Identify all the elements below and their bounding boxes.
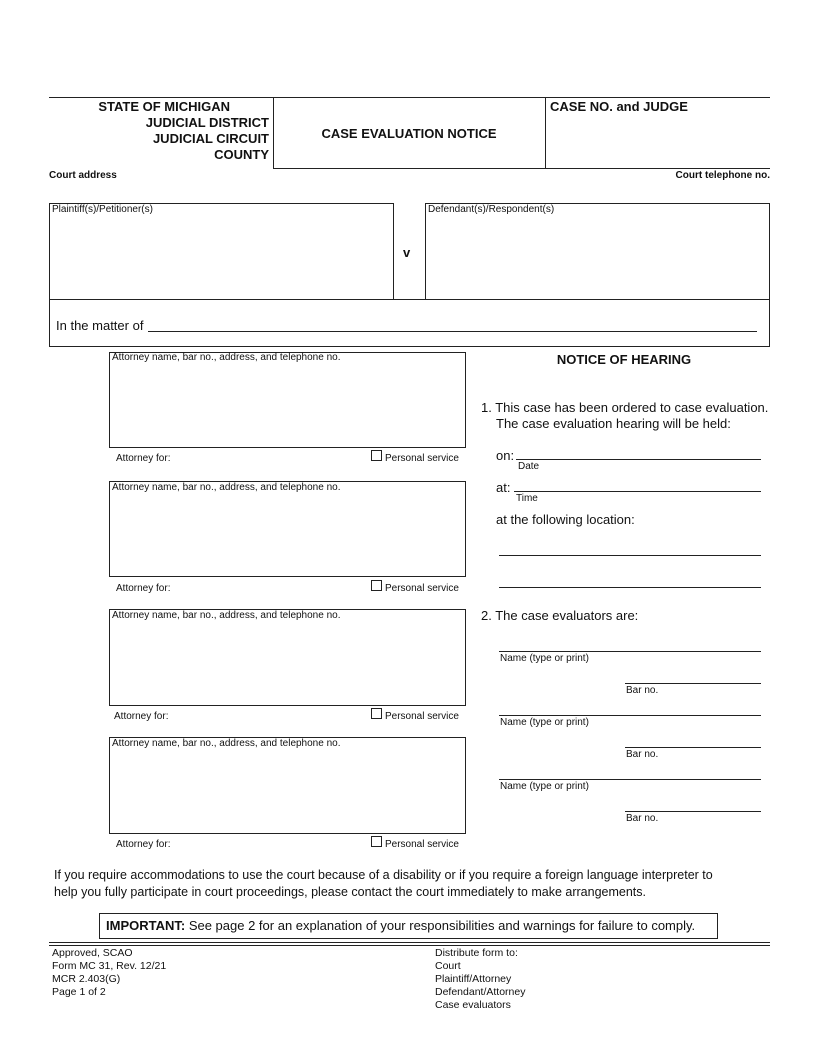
evaluator-name-label: Name (type or print)	[500, 717, 589, 728]
footer-rule-2	[49, 945, 770, 946]
accommodation-line-2: help you fully participate in court proceedings, please contact the court immediately to make arrangements.	[54, 885, 646, 899]
location-input-line-1[interactable]	[499, 555, 761, 556]
footer-approved: Approved, SCAO	[52, 947, 133, 959]
item2-label: 2. The case evaluators are:	[481, 608, 639, 623]
location-label: at the following location:	[496, 512, 635, 527]
attorney-box-label: Attorney name, bar no., address, and telephone no.	[112, 352, 341, 363]
plaintiff-box[interactable]	[49, 203, 394, 300]
item1-line1: 1. This case has been ordered to case evaluation.	[481, 400, 769, 415]
header-bottom-rule	[273, 168, 770, 169]
personal-service-checkbox[interactable]	[371, 450, 382, 461]
notice-heading: NOTICE OF HEARING	[556, 352, 692, 367]
important-message: See page 2 for an explanation of your responsibilities and warnings for failure to comply.	[185, 918, 696, 933]
evaluator-name-label: Name (type or print)	[500, 781, 589, 792]
district-label: JUDICIAL DISTRICT	[145, 115, 269, 130]
location-input-line-2[interactable]	[499, 587, 761, 588]
footer-rule-ref: MCR 2.403(G)	[52, 973, 121, 985]
attorney-box-label: Attorney name, bar no., address, and telephone no.	[112, 610, 341, 621]
personal-service-label: Personal service	[385, 453, 459, 464]
accommodation-line-1: If you require accommodations to use the court because of a disability or if you require a foreign language interpreter to	[54, 868, 713, 882]
footer-form-no: Form MC 31, Rev. 12/21	[52, 960, 167, 972]
evaluator-bar-label: Bar no.	[626, 749, 659, 760]
footer-right	[435, 947, 525, 1012]
important-text	[106, 918, 695, 933]
at-label: at:	[496, 480, 511, 495]
circuit-label: JUDICIAL CIRCUIT	[152, 131, 269, 146]
header-divider-2	[545, 97, 546, 169]
versus-label: v	[403, 245, 411, 260]
county-label: COUNTY	[214, 147, 269, 162]
attorney-box-4[interactable]	[109, 737, 466, 834]
personal-service-label: Personal service	[385, 583, 459, 594]
case-no-label: CASE NO. and JUDGE	[550, 99, 688, 114]
important-label: IMPORTANT:	[106, 918, 186, 933]
evaluator-name-line-1[interactable]	[499, 651, 761, 652]
attorney-box-2[interactable]	[109, 481, 466, 577]
matter-input-line[interactable]	[148, 331, 757, 332]
attorney-for-label: Attorney for:	[116, 453, 171, 464]
matter-label: In the matter of	[56, 318, 144, 333]
item1-line2: The case evaluation hearing will be held:	[496, 416, 731, 431]
time-label: Time	[516, 493, 538, 504]
evaluator-name-line-2[interactable]	[499, 715, 761, 716]
state-label: STATE OF MICHIGAN	[98, 99, 230, 114]
court-address-label: Court address	[49, 170, 117, 181]
attorney-for-label: Attorney for:	[116, 839, 171, 850]
attorney-for-label: Attorney for:	[116, 583, 171, 594]
evaluator-name-label: Name (type or print)	[500, 653, 589, 664]
plaintiff-label: Plaintiff(s)/Petitioner(s)	[52, 204, 153, 215]
personal-service-checkbox[interactable]	[371, 580, 382, 591]
evaluator-bar-line-1[interactable]	[625, 683, 761, 684]
court-phone-label: Court telephone no.	[675, 170, 770, 181]
on-label: on:	[496, 448, 515, 463]
defendant-box[interactable]	[425, 203, 770, 300]
date-label: Date	[518, 461, 540, 472]
evaluator-bar-line-2[interactable]	[625, 747, 761, 748]
attorney-for-label: Attorney for:	[114, 711, 169, 722]
footer-rule-1	[49, 942, 770, 943]
personal-service-checkbox[interactable]	[371, 708, 382, 719]
footer-left	[52, 947, 166, 999]
footer-distribute: Distribute form to:	[435, 947, 518, 959]
evaluator-bar-line-3[interactable]	[625, 811, 761, 812]
personal-service-checkbox[interactable]	[371, 836, 382, 847]
attorney-box-3[interactable]	[109, 609, 466, 706]
attorney-box-1[interactable]	[109, 352, 466, 448]
personal-service-label: Personal service	[385, 839, 459, 850]
date-input-line[interactable]	[516, 459, 761, 460]
footer-dist-defendant: Defendant/Attorney	[435, 986, 526, 998]
footer-page: Page 1 of 2	[52, 986, 106, 998]
matter-box	[49, 299, 770, 347]
evaluator-bar-label: Bar no.	[626, 813, 659, 824]
evaluator-name-line-3[interactable]	[499, 779, 761, 780]
defendant-label: Defendant(s)/Respondent(s)	[428, 204, 555, 215]
time-input-line[interactable]	[514, 491, 761, 492]
footer-dist-plaintiff: Plaintiff/Attorney	[435, 973, 512, 985]
personal-service-label: Personal service	[385, 711, 459, 722]
header-top-rule	[49, 97, 770, 98]
footer-dist-court: Court	[435, 960, 461, 972]
form-title: CASE EVALUATION NOTICE	[321, 126, 497, 141]
attorney-box-label: Attorney name, bar no., address, and telephone no.	[112, 738, 341, 749]
attorney-box-label: Attorney name, bar no., address, and telephone no.	[112, 482, 341, 493]
footer-dist-evaluators: Case evaluators	[435, 999, 511, 1011]
evaluator-bar-label: Bar no.	[626, 685, 659, 696]
